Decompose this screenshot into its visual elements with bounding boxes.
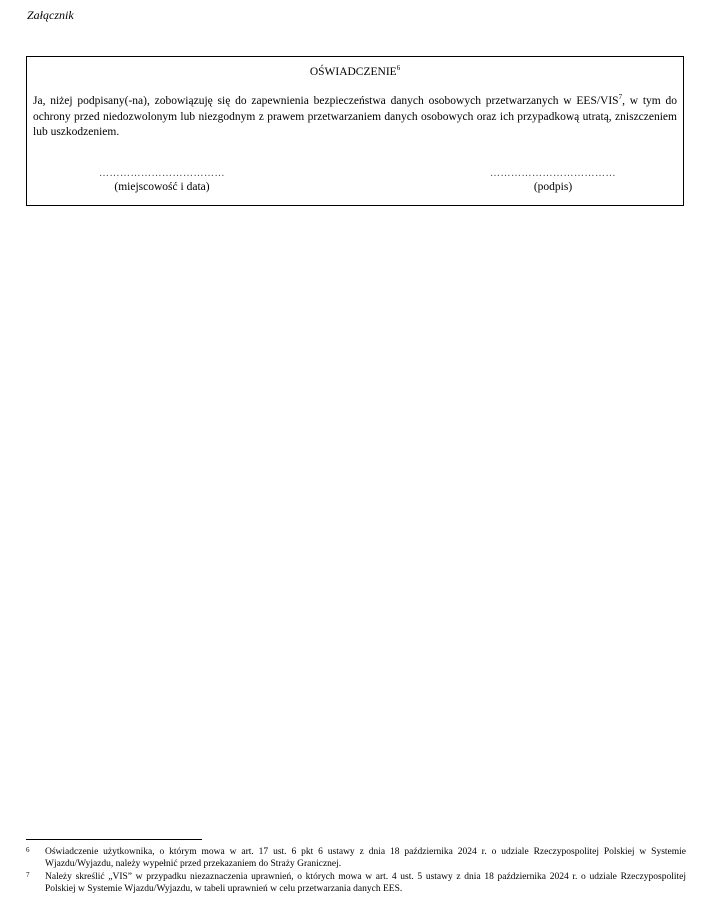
signature-dots: ……………………………… bbox=[490, 168, 616, 179]
place-date-field[interactable] bbox=[77, 168, 247, 194]
statement-title-text: OŚWIADCZENIE bbox=[309, 66, 397, 78]
footnote-ref-6[interactable]: 6 bbox=[396, 64, 401, 73]
statement-text bbox=[33, 94, 677, 141]
attachment-label: Załącznik bbox=[27, 8, 74, 22]
place-date-label: (miejscowość i data) bbox=[114, 181, 210, 193]
footnote-ref-7[interactable]: 7 bbox=[618, 93, 623, 102]
signature-label: (podpis) bbox=[533, 181, 573, 193]
footnote-number: 6 bbox=[26, 846, 30, 854]
footnote-6 bbox=[26, 846, 686, 870]
statement-text-part2: , w tym do ochrony przed niedozwolonym lub niezgodnym z prawem przetwarzaniem danych osobowych oraz ich przypadkową utratą, zniszczeniem lub uszkodzeniem. bbox=[33, 95, 678, 138]
statement-text-part1: Ja, niżej podpisany(-na), zobowiązuję się do zapewnienia bezpieczeństwa danych osobowych przetwarzanych w EES/VIS bbox=[33, 95, 619, 107]
statement-title bbox=[27, 66, 683, 78]
footnotes bbox=[26, 846, 686, 896]
footnote-divider bbox=[26, 839, 202, 840]
statement-box bbox=[26, 56, 684, 206]
signature-field[interactable] bbox=[468, 168, 638, 194]
footnote-text: Oświadczenie użytkownika, o którym mowa w art. 17 ust. 6 pkt 6 ustawy z dnia 18 października 2024 r. o udziale Rzeczypospolitej Polskiej w Systemie Wjazdu/Wyjazdu, należy wypełnić przed przekazaniem do Straży Granicznej. bbox=[45, 847, 686, 869]
footnote-text: Należy skreślić „VIS” w przypadku niezaznaczenia uprawnień, o których mowa w art. 4 ust. 5 ustawy z dnia 18 października 2024 r. o udziale Rzeczypospolitej Polskiej w Systemie Wjazdu/Wyjazdu, w tabeli uprawnień w celu przetwarzania danych EES. bbox=[45, 872, 686, 894]
place-date-dots: ……………………………… bbox=[99, 168, 225, 179]
footnote-number: 7 bbox=[26, 871, 30, 879]
footnote-7 bbox=[26, 871, 686, 895]
